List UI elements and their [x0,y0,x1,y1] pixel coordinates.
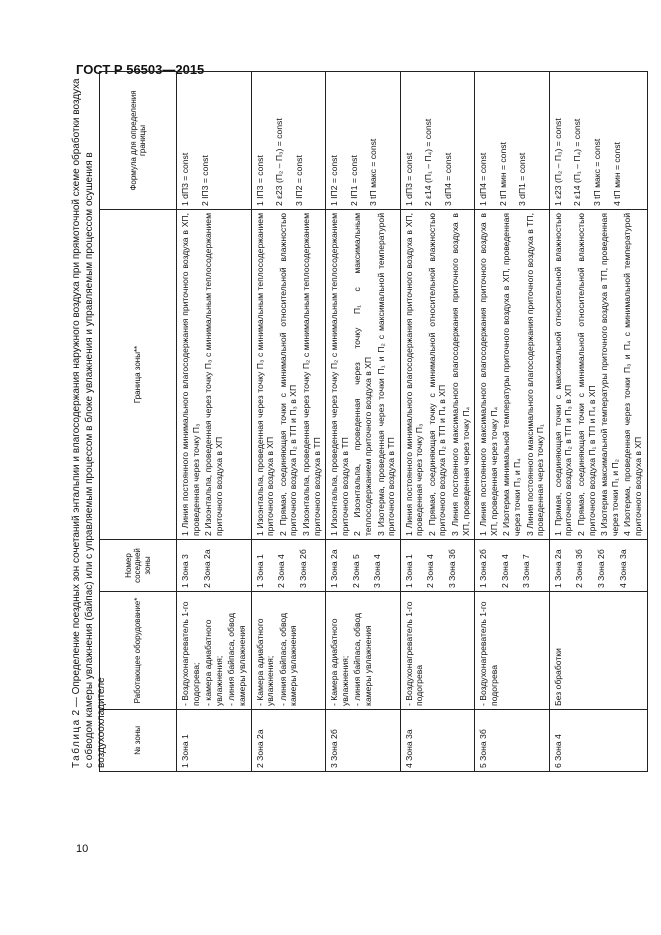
equipment-cell [549,592,647,710]
formula-cell-line: 4 tП мин = const [611,142,622,206]
border-cell-line: 1 Прямая, соединяющая точки с максимальной относительной влажностью приточного воздуха П₂ в ТП и П₃ в ХП [552,213,574,536]
equipment-cell-line: - линия байпаса, обвод камеры увлажнения [226,612,247,706]
border-cell-line: 1 Линия постоянного максимального влагосодержания приточного воздуха в ХП, проведенная через точку П₄ [478,213,499,536]
neighbour-zone-cell-line: 3 Зона 7 [521,554,532,588]
border-cell [475,210,550,540]
col-header-zone-no: № зоны [100,710,177,772]
equipment-cell-line: - Воздухонагреватель 1-го подогрева [478,601,499,706]
formula-cell [326,72,401,210]
table-header-row [100,72,177,772]
formula-cell-line: 2 IП1 = const [348,155,359,206]
col-header-border: Граница зоны** [100,210,177,540]
neighbour-zone-cell-line: 1 Зона 1 [403,554,414,588]
equipment-cell [251,592,326,710]
formula-cell-line: 1 dП3 = const [403,152,414,206]
border-cell-line: 2 Изотерма минимальной температуры приточного воздуха в ХП, проведенная через точки П₃ и П₄ [501,213,523,536]
border-cell-line: 1 Линия постоянного минимального влагосодержания приточного воздуха в ХП, проведенная через точку П₃ [403,213,425,536]
border-cell [549,210,647,540]
col-header-equipment: Работающее оборудование* [100,592,177,710]
equipment-cell [475,592,550,710]
equipment-cell-line: - Камера адиабатного увлажнения; [254,618,276,706]
document-header: ГОСТ Р 56503—2015 [76,62,205,77]
neighbour-zone-cell-line: 2 Зона 5 [350,554,361,588]
neighbour-zone-cell-line: 1 Зона 1 [254,554,265,588]
border-cell [326,210,401,540]
border-cell [177,210,252,540]
neighbour-zone-cell-line: 3 Зона 2б [596,549,606,588]
neighbour-zone-cell-line: 3 Зона 4 [372,554,383,588]
table-row [475,72,550,772]
border-cell-line: 4 Изотерма, проведенная через точки П₃ и П₄ с минимальной температурой приточного воздуха в ХП [622,213,643,536]
formula-cell-line: 2 IП3 = const [199,155,210,206]
neighbour-zone-cell-line: 1 Зона 2б [478,549,489,588]
border-cell [251,210,326,540]
formula-cell-line: 3 tП макс = const [592,138,602,206]
neighbour-zone-cell [326,540,401,592]
formula-cell [251,72,326,210]
border-cell-line: 1 Линия постоянного минимального влагосодержания приточного воздуха в ХП, проведенная через точку П₃ [180,213,201,536]
neighbour-zone-cell-line: 3 Зона 2б [297,549,308,588]
formula-cell-line: 1 dП3 = const [180,152,190,206]
caption-text: 2 — Определение поездных зон сочетаний энтальпии и влагосодержания наружного воздуха при прямоточной схеме обработки воздуха с обводом камеры увлажнения (байпас) или с управляемым процессом в блоке увлажнения и управляемым процессом осушения в воздухоохладителе [71,78,107,768]
border-cell-line: 2 Изоэнтальпа, проведенная через точку П₁ с максимальным теплосодержанием приточного воздуха в ХП [352,213,373,536]
equipment-cell-line: - Воздухонагреватель 1-го подогрева; [180,601,201,706]
formula-cell-line: 1 ε23 (П₂ – П₃) = const [552,118,563,206]
formula-cell-line: 3 tП макс = const [368,138,379,206]
border-cell-line: 3 Изотерма максимальной температуры приточного воздуха в ТП, проведенная через точки П₁ и П₂ [599,213,620,536]
zone-number-cell: 4 Зона 3а [400,710,475,772]
zone-number-cell: 2 Зона 2а [251,710,326,772]
table-row [326,72,401,772]
border-cell-line: 1 Изоэнтальпа, проведенная через точку П₃ с минимальным теплосодержанием приточного воздуха в ХП [254,213,276,536]
border-cell-line: 3 Изотерма, проведенная через точки П₁ и П₂ с максимальной температурой приточного воздуха в ТП [375,213,397,536]
border-cell-line: 2 Прямая, соединяющая точку с минимальной относительной влажностью приточного воздуха П₂ в ТП и П₄ в ХП [426,213,448,536]
neighbour-zone-cell [251,540,326,592]
formula-cell-line: 2 ε23 (П₂ – П₃) = const [274,118,285,206]
equipment-cell-line: Без обработки [552,648,563,706]
neighbour-zone-cell-line: 1 Зона 3 [180,554,190,588]
equipment-cell [326,592,401,710]
border-cell-line: 2 Прямая, соединяющая точки с минимальной относительной влажностью приточного воздуха П₂ в ТП и П₃ в ХП [277,213,299,536]
neighbour-zone-cell-line: 1 Зона 2а [552,549,563,588]
col-header-neighbour-zone: Номер соседней зоны [100,540,177,592]
border-cell-line: 3 Линия постоянного максимального влагосодержания приточного воздуха в ТП, проведенная через точку П₁ [524,213,546,536]
equipment-cell-line: - Камера адиабатного увлажнения; [329,618,350,706]
formula-cell-line: 3 dП1 = const [517,152,528,206]
neighbour-zone-cell-line: 2 Зона 4 [425,554,436,588]
neighbour-zone-cell-line: 3 Зона 3б [446,549,457,588]
page-number: 10 [76,843,89,855]
neighbour-zone-cell-line: 1 Зона 2а [329,549,340,588]
neighbour-zone-cell-line: 4 Зона 3а [617,549,628,588]
table-row [549,72,647,772]
zones-table [99,71,648,772]
border-cell-line: 1 Изоэнтальпа, проведенная через точку П₂ с минимальным теплосодержанием приточного воздуха в ТП [329,213,350,536]
zone-number-cell: 6 Зона 4 [549,710,647,772]
table-caption [71,72,107,772]
neighbour-zone-cell [475,540,550,592]
neighbour-zone-cell [549,540,647,592]
table-row [400,72,475,772]
formula-cell-line: 2 ε14 (П₁ – П₄) = const [423,118,434,206]
formula-cell-line: 1 IП2 = const [329,155,340,206]
caption-label: Таблица [71,718,82,768]
rotated-table-block [71,72,643,772]
formula-cell [549,72,647,210]
formula-cell [400,72,475,210]
neighbour-zone-cell-line: 2 Зона 2а [201,549,212,588]
formula-cell-line: 2 tП мин = const [497,142,508,206]
formula-cell-line: 3 dП4 = const [442,152,453,206]
formula-cell [475,72,550,210]
neighbour-zone-cell-line: 2 Зона 3б [574,549,585,588]
col-header-formula: Формула для определения границы [100,72,177,210]
equipment-cell [400,592,475,710]
equipment-cell-line: - линия байпаса, обвод камеры увлажнения [352,612,373,706]
border-cell-line: 3 Линия постоянного максимального влагосодержания приточного воздуха в ХП, проведенная через точку П₄ [450,213,471,536]
border-cell [400,210,475,540]
neighbour-zone-cell [177,540,252,592]
equipment-cell [177,592,252,710]
zone-number-cell: 3 Зона 2б [326,710,401,772]
border-cell-line: 3 Изоэнтальпа, проведенная через точку П₂ с минимальным теплосодержанием приточного воздуха в ТП [300,213,322,536]
neighbour-zone-cell-line: 2 Зона 4 [276,554,287,588]
equipment-cell-line: - Воздухонагреватель 1-го подогрева [403,601,425,706]
border-cell-line: 2 Изоэнтальпа, проведенная через точку П₃ с минимальным теплосодержанием приточного воздуха в ХП [203,213,224,536]
neighbour-zone-cell [400,540,475,592]
neighbour-zone-cell-line: 2 Зона 4 [499,554,510,588]
table-row [251,72,326,772]
border-cell-line: 2 Прямая, соединяющая точки с минимальной относительной влажностью приточного воздуха П₁ в ТП и П₄ в ХП [576,213,597,536]
formula-cell [177,72,252,210]
zone-number-cell: 1 Зона 1 [177,710,252,772]
formula-cell-line: 1 dП4 = const [478,152,489,206]
equipment-cell-line: - камера адиабатного увлажнения; [203,619,224,706]
formula-cell-line: 3 IП2 = const [293,155,304,206]
equipment-cell-line: - линия байпаса, обвод камеры увлажнения [277,612,299,706]
formula-cell-line: 2 ε14 (П₁ – П₄) = const [572,118,583,206]
zone-number-cell: 5 Зона 3б [475,710,550,772]
table-row [177,72,252,772]
formula-cell-line: 1 IП3 = const [254,155,265,206]
